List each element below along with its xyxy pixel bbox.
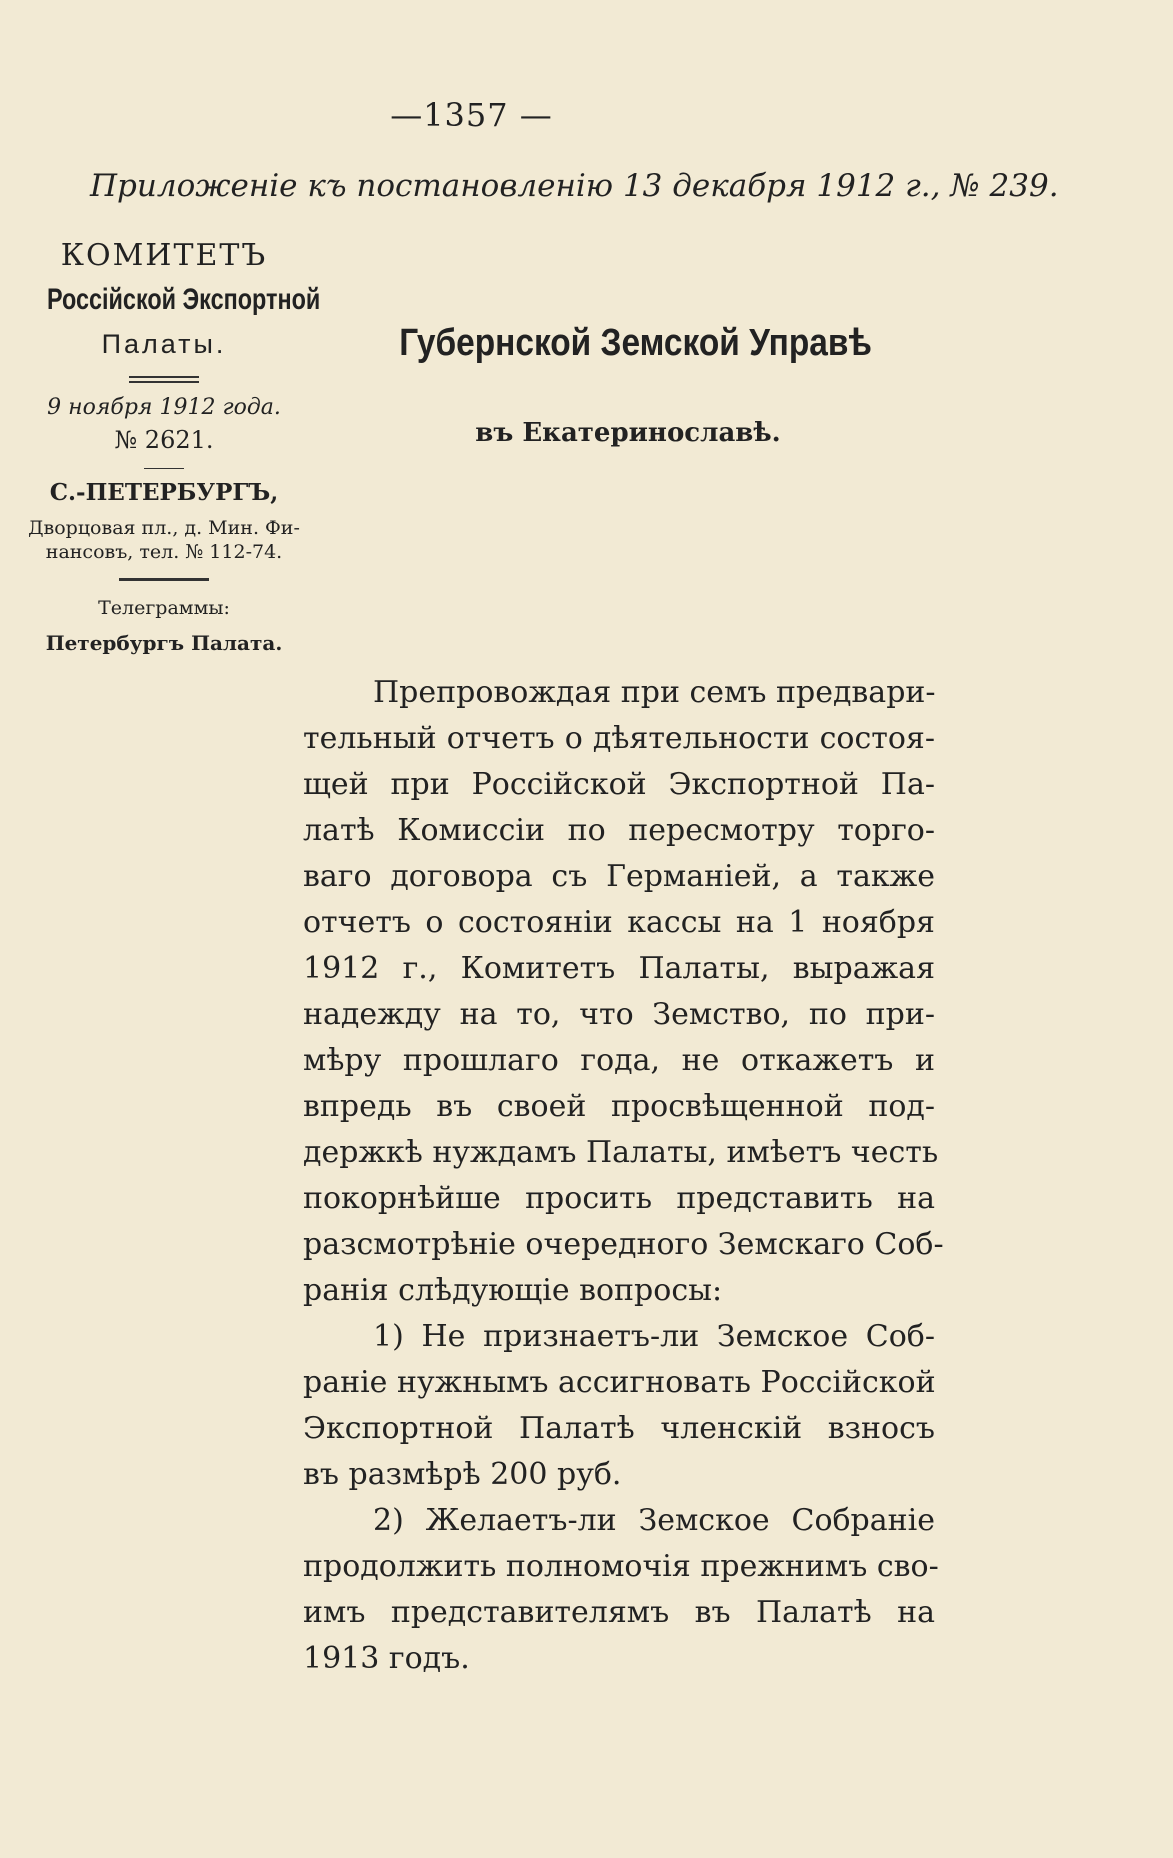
small-divider xyxy=(144,468,184,469)
letterhead-org-line3: Палаты. xyxy=(101,329,227,359)
address-line2: нансовъ, тел. № 112-74. xyxy=(45,541,283,563)
list-item-1: 1) Не признаетъ-ли Земское Соб- xyxy=(373,1319,935,1354)
body-line: держкѣ нуждамъ Палаты, имѣетъ честь xyxy=(303,1135,939,1170)
body-line: впредь въ своей просвѣщенной под- xyxy=(303,1089,935,1124)
letterhead-city: С.-ПЕТЕРБУРГЪ, xyxy=(49,479,279,506)
body-line: щей при Россiйской Экспортной Па- xyxy=(303,767,935,802)
body-line: покорнѣйше просить представить на xyxy=(303,1181,935,1216)
page-number: —1357 — xyxy=(390,96,553,134)
body-line: Экспортной Палатѣ членскiй взносъ xyxy=(303,1411,935,1446)
body-line: 1913 годъ. xyxy=(303,1641,470,1676)
body-line: ваго договора съ Германiей, а также xyxy=(303,859,935,894)
telegram-address: Петербургъ Палата. xyxy=(45,631,283,655)
telegram-label: Телеграммы: xyxy=(98,597,230,619)
letterhead xyxy=(14,238,321,655)
body-line: мѣру прошлаго года, не откажетъ и xyxy=(303,1043,935,1078)
body-line: надежду на то, что Земство, по при- xyxy=(303,997,935,1032)
body-line: ранiе нужнымъ ассигновать Россiйской xyxy=(303,1365,936,1400)
letter-body xyxy=(303,670,944,1682)
body-line: 1912 г., Комитетъ Палаты, выражая xyxy=(303,951,935,986)
body-line: Препровождая при семъ предвари- xyxy=(373,675,936,710)
body-line: имъ представителямъ въ Палатѣ на xyxy=(303,1595,935,1630)
body-line: тельный отчетъ о дѣятельности состоя- xyxy=(303,721,935,756)
letterhead-address xyxy=(14,516,314,564)
body-line: латѣ Комиссiи по пересмотру торго- xyxy=(303,813,935,848)
body-line: отчетъ о состоянiи кассы на 1 ноября xyxy=(303,905,935,940)
double-rule-divider xyxy=(129,376,199,383)
thick-divider xyxy=(119,578,209,581)
letterhead-org-line1: КОМИТЕТЪ xyxy=(60,238,268,273)
appendix-note: Приложенiе къ постановленiю 13 декабря 1912 г., № 239. xyxy=(90,168,1059,204)
address-line1: Дворцовая пл., д. Мин. Фи- xyxy=(28,517,300,539)
list-item-2: 2) Желаетъ-ли Земское Собранiе xyxy=(373,1503,935,1538)
letter-date: 9 ноября 1912 года. xyxy=(47,395,281,420)
body-line: продолжить полномочiя прежнимъ сво- xyxy=(303,1549,939,1584)
body-line: разсмотрѣнiе очередного Земскаго Соб- xyxy=(303,1227,944,1262)
body-line: въ размѣрѣ 200 руб. xyxy=(303,1457,622,1492)
letter-number: № 2621. xyxy=(114,426,214,454)
letterhead-org-line2: Россiйской Экспортной xyxy=(47,283,321,316)
addressee-city: въ Екатеринославѣ. xyxy=(475,418,781,448)
addressee-title: Губернской Земской Управѣ xyxy=(399,322,872,364)
body-line: ранiя слѣдующiе вопросы: xyxy=(303,1273,723,1308)
